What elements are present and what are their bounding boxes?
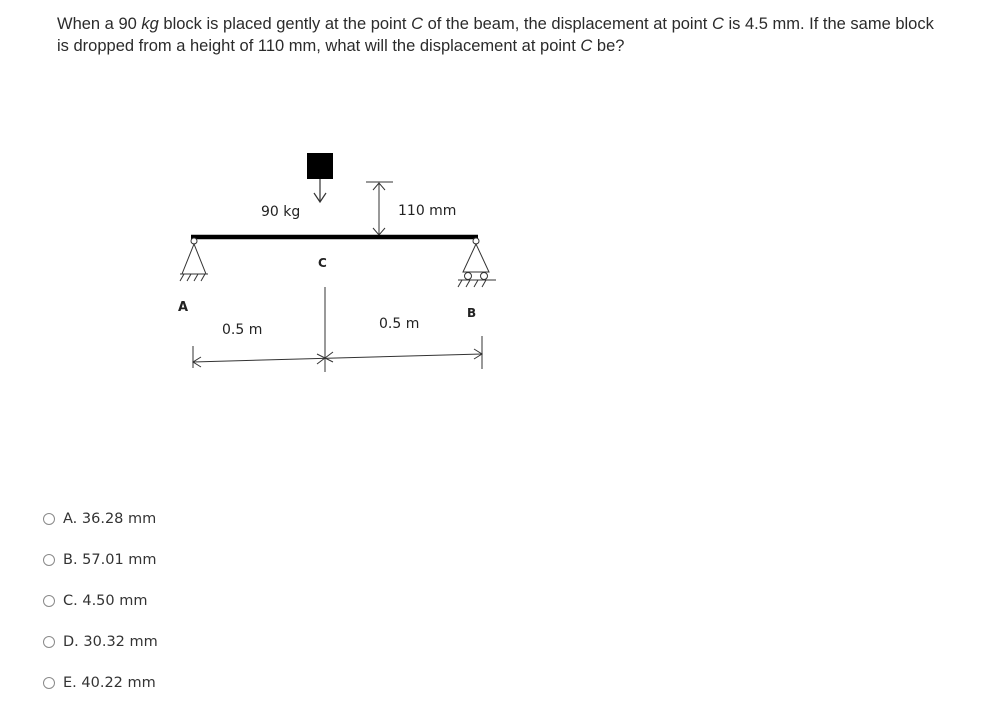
question-point: C bbox=[711, 15, 724, 33]
option-label: B. 57.01 mm bbox=[63, 552, 157, 568]
option-c[interactable] bbox=[43, 590, 158, 612]
point-a-label: A bbox=[178, 300, 189, 315]
mass-label: 90 kg bbox=[261, 204, 301, 220]
question-part: block is placed gently at the point bbox=[158, 15, 412, 33]
option-a[interactable] bbox=[43, 508, 158, 530]
point-b-label: B bbox=[467, 306, 477, 320]
radio-button[interactable] bbox=[43, 595, 55, 607]
option-label: A. 36.28 mm bbox=[63, 511, 157, 527]
radio-button[interactable] bbox=[43, 636, 55, 648]
span-left-label: 0.5 m bbox=[222, 322, 263, 338]
option-label: E. 40.22 mm bbox=[63, 675, 156, 691]
radio-button[interactable] bbox=[43, 554, 55, 566]
question-part: of the beam, the displacement at point bbox=[423, 15, 712, 33]
height-label: 110 mm bbox=[398, 203, 457, 219]
roller-support-b bbox=[458, 238, 496, 287]
answer-options bbox=[43, 508, 158, 713]
drop-arrow bbox=[314, 179, 326, 202]
height-dimension bbox=[366, 182, 393, 235]
question-point: C bbox=[411, 15, 423, 33]
option-label: C. 4.50 mm bbox=[63, 593, 148, 609]
span-right-label: 0.5 m bbox=[379, 316, 420, 332]
question-part: is 4.5 mm. If the same block is dropped from a height of 110 mm, what will the displacement at point bbox=[57, 15, 934, 55]
question-point: C bbox=[580, 37, 593, 55]
option-label: D. 30.32 mm bbox=[63, 634, 158, 650]
option-d[interactable] bbox=[43, 631, 158, 653]
question-unit: kg bbox=[141, 15, 159, 33]
question-part: When a 90 bbox=[57, 15, 142, 33]
radio-button[interactable] bbox=[43, 677, 55, 689]
option-b[interactable] bbox=[43, 549, 158, 571]
pin-support-a bbox=[180, 238, 208, 281]
block bbox=[307, 153, 333, 179]
radio-button[interactable] bbox=[43, 513, 55, 525]
question-part: be? bbox=[592, 37, 625, 55]
point-c-label: C bbox=[318, 256, 327, 270]
option-e[interactable] bbox=[43, 672, 158, 694]
